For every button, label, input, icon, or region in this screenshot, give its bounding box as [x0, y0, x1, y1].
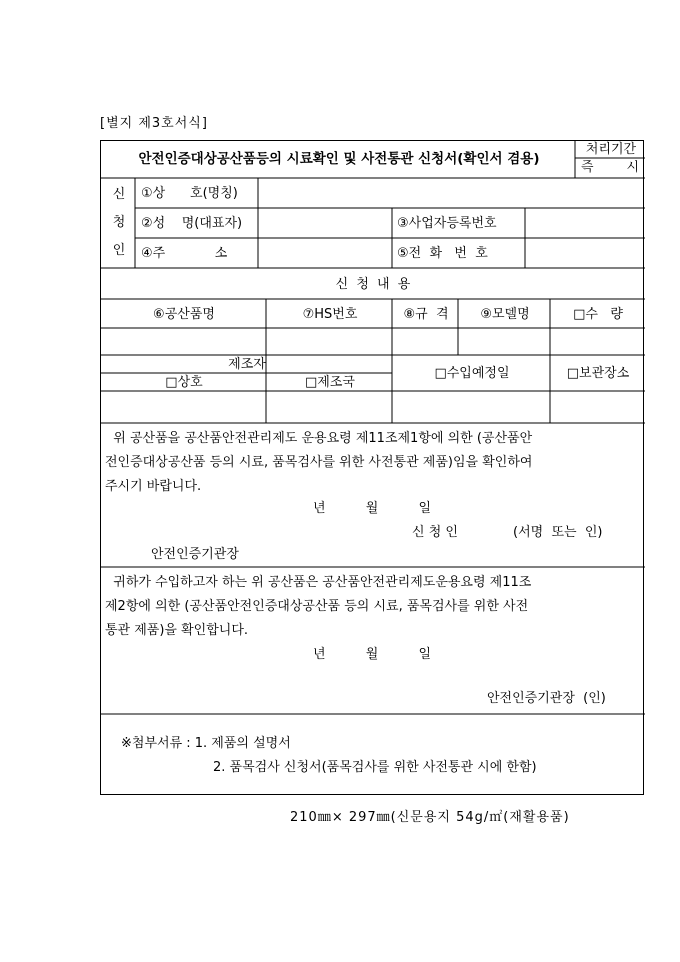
manufacturer-trade-name-label: □상호: [165, 375, 203, 390]
product-name-header: ⑥공산품명: [153, 307, 215, 322]
quantity-header: □수 량: [573, 307, 623, 322]
specification-header: ⑧규 격: [403, 307, 449, 322]
expected-import-date-label: □수입예정일: [434, 366, 510, 381]
hs-number-header: ⑦HS번호: [302, 307, 358, 322]
applicant-side-char-2: 청: [112, 215, 126, 230]
manufacturer-label: 제조자: [228, 357, 266, 372]
request-date: 년 월 일: [313, 501, 431, 516]
form-number-label: [별지 제3호서식]: [100, 116, 208, 131]
applicant-side-char-1: 신: [112, 187, 126, 202]
application-content-header: 신 청 내 용: [335, 277, 413, 292]
addressee-label: 안전인증기관장: [151, 547, 239, 562]
phone-number-label: ⑤전 화 번 호: [397, 246, 488, 261]
model-name-header: ⑨모델명: [480, 307, 530, 322]
business-reg-no-label: ③사업자등록번호: [397, 216, 497, 231]
attachments-label: ※첨부서류 : 1. 제품의 설명서: [121, 736, 291, 751]
address-label: ④주 소: [141, 246, 228, 261]
storage-location-label: □보관장소: [566, 366, 630, 381]
application-form: [100, 140, 644, 795]
trade-name-label: ①상 호(명칭): [141, 186, 238, 201]
representative-name-label: ②성 명(대표자): [141, 216, 243, 231]
country-of-manufacture-label: □제조국: [305, 375, 355, 390]
institution-head-signature: 안전인증기관장 (인): [487, 691, 606, 706]
attachments-item-2: 2. 품목검사 신청서(품목검사를 위한 사전통관 시에 한함): [213, 760, 537, 775]
form-title: 안전인증대상공산품등의 시료확인 및 사전통관 신청서(확인서 겸용): [138, 151, 540, 167]
confirmation-date: 년 월 일: [313, 647, 431, 662]
applicant-side-char-3: 인: [112, 243, 126, 258]
applicant-signature-label: 신 청 인: [412, 525, 458, 540]
processing-period-label: 처리기간: [585, 142, 637, 157]
confirmation-paragraph: 귀하가 수입하고자 하는 위 공산품은 공산품안전관리제도운용요령 제11조 제2항에 의한 (공산품안전인증대상공산품 등의 시료, 품목검사를 위한 사전 통관 제품)을 확인합니다.: [105, 575, 532, 638]
signature-or-seal-note: (서명 또는 인): [513, 525, 603, 540]
paper-spec-footer: 210㎜× 297㎜(신문용지 54g/㎡(재활용품): [290, 810, 570, 825]
request-paragraph: 위 공산품을 공산품안전관리제도 운용요령 제11조제1항에 의한 (공산품안 전인증대상공산품 등의 시료, 품목검사를 위한 사전통관 제품)임을 확인하여 주시기 바랍니다.: [105, 431, 533, 494]
processing-period-value: 즉 시: [581, 160, 639, 175]
